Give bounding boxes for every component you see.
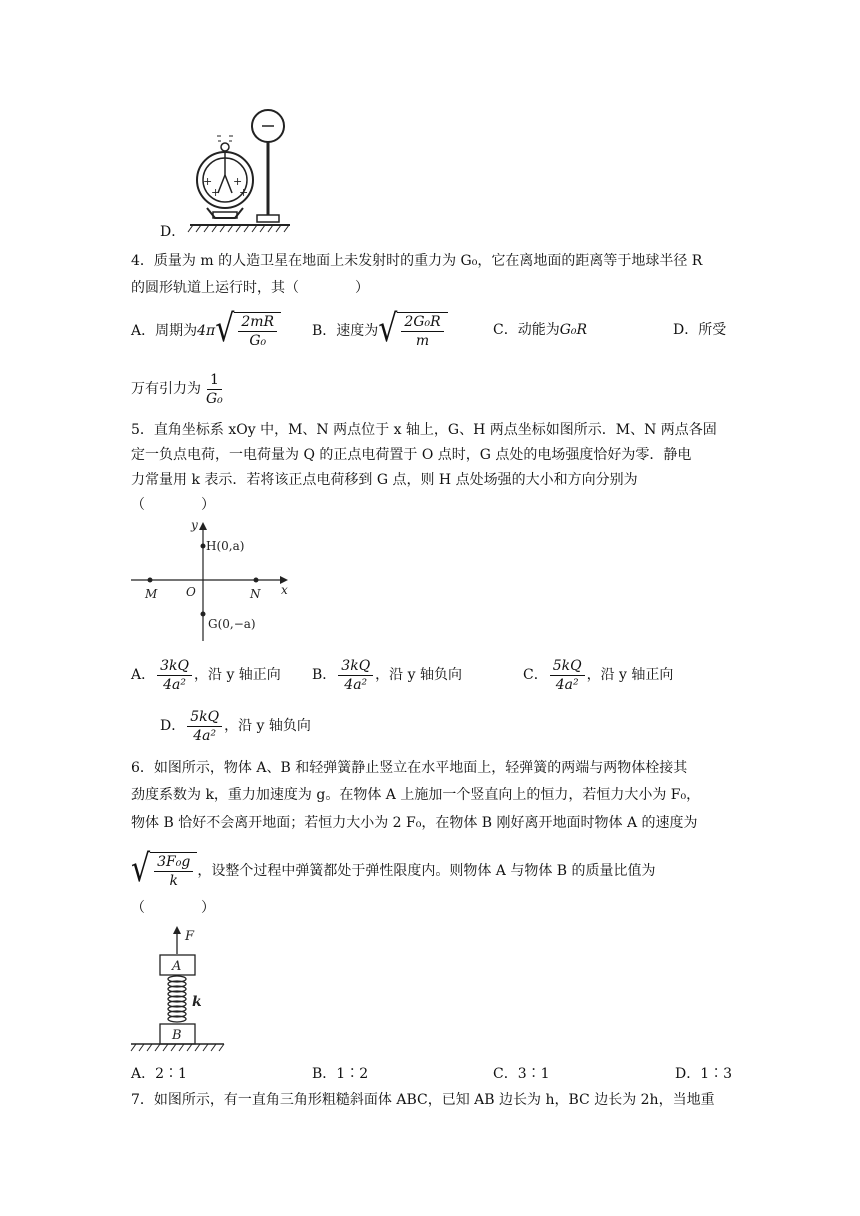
q4-option-a-prefix: A．周期为 [131,323,198,339]
q4-option-d-num: 1 [207,371,222,390]
fig-f-label: F [185,929,195,944]
electroscope-figure [185,100,295,235]
q6-sqrt-den: k [169,873,178,889]
svg-text:+: + [239,186,249,199]
q5-option-d-num: 5kQ [187,708,222,727]
q5-option-a-num: 3kQ [157,657,192,676]
q4-option-a-sqrt: √ $\frac{2mR}{\text{G₀}}$ [215,312,281,350]
q5-option-a-label: A． [131,667,156,683]
fig-b-label: B [172,1028,182,1043]
q5-option-d[interactable] [160,703,311,749]
q4-option-a-den: G₀ [249,333,267,349]
q5-option-c-den: 4a² [555,676,579,693]
q4-option-d-cont-text: 万有引力为 [131,381,201,397]
q6-stem-line1: 6．如图所示，物体 A、B 和轻弹簧静止竖立在水平地面上，轻弹簧的两端与两物体栓接其 [131,760,688,776]
q6-option-c[interactable]: C．3∶1 [493,1066,550,1082]
fig-a-label: A [172,959,182,974]
q6-option-b[interactable]: B．1∶2 [312,1066,369,1082]
q4-option-c-prefix: C．动能为 [493,322,560,338]
svg-text:+: + [211,186,221,199]
fig-n-label: N [250,587,261,601]
fig-y-label: y [191,518,198,532]
coordinate-figure [128,516,298,646]
q6-option-a[interactable]: A．2∶1 [131,1066,187,1082]
q5-stem-line3: 力常量用 k 表示．若将该正点电荷移到 G 点，则 H 点处场强的大小和方向分别为 [131,472,638,488]
q6-velocity-sqrt: √ $\frac{\text{3F₀g}}{k}$ [131,852,197,890]
q4-option-b-num: 2G₀R [401,313,443,332]
q4-option-d-den: G₀ [206,390,223,407]
q5-option-c-dir: ，沿 y 轴正向 [586,667,674,683]
q6-stem-line2: 劲度系数为 k，重力加速度为 g。在物体 A 上施加一个竖直向上的恒力，若恒力大小为 F₀， [131,787,701,803]
q5-option-d-label: D． [160,718,186,734]
svg-text:+: + [203,175,213,188]
q5-option-c-label: C． [523,667,548,683]
q5-option-a-dir: ，沿 y 轴正向 [194,667,281,683]
q4-option-a[interactable] [131,306,281,356]
q4-option-b-den: m [415,333,430,349]
fig-x-label: x [281,583,288,597]
q7-stem-line1: 7．如图所示，有一直角三角形粗糙斜面体 ABC，已知 AB 边长为 h，BC 边长为 2h，当地重 [131,1092,715,1108]
q4-option-c[interactable] [493,320,587,340]
q5-option-b-num: 3kQ [338,657,373,676]
q4-option-d-cont [131,366,228,412]
fig-h-label: H(0,a) [206,539,245,553]
fig-g-label: G(0,−a) [208,617,256,631]
svg-text:+: + [233,175,243,188]
q6-stem-line4-text: ，设整个过程中弹簧都处于弹性限度内。则物体 A 与物体 B 的质量比值为 [197,863,656,879]
q4-stem-line2: 的圆形轨道上运行时，其（ ） [131,280,369,296]
q5-stem-line4: （ ） [131,497,215,513]
q3-option-d-label[interactable]: D． [160,224,186,240]
q5-option-b-label: B． [312,667,337,683]
q5-option-a-den: 4a² [163,676,186,693]
q5-option-b-den: 4a² [344,676,368,693]
q4-option-b-prefix: B．速度为 [312,323,379,339]
fig-m-label: M [145,587,158,601]
q4-option-b-sqrt: √ $\frac{\text{2G₀R}}{m}$ [378,312,447,350]
q5-stem-line1: 5．直角坐标系 xOy 中，M、N 两点位于 x 轴上，G、H 两点坐标如图所示．M、N 两点各固 [131,422,717,438]
q4-option-b[interactable] [312,306,448,356]
q5-option-a[interactable] [131,652,281,698]
q4-stem-line1: 4．质量为 m 的人造卫星在地面上未发射时的重力为 G₀，它在离地面的距离等于地球半径 R [131,253,703,269]
q6-stem-line3: 物体 B 恰好不会离开地面；若恒力大小为 2 F₀，在物体 B 刚好离开地面时物体 A 的速度为 [131,815,698,831]
q5-option-d-den: 4a² [193,727,217,744]
spring-blocks-figure [128,922,228,1054]
q5-stem-line2: 定一负点电荷，一电荷量为 Q 的正点电荷置于 O 点时，G 点处的电场强度恰好为零．静电 [131,447,692,463]
q5-option-b[interactable] [312,652,462,698]
q5-option-c-num: 5kQ [550,657,585,676]
q5-option-d-dir: ，沿 y 轴负向 [224,718,311,734]
q4-option-a-num: 2mR [238,313,277,332]
q4-option-a-coef: 4π [197,323,216,339]
q4-option-c-expr: G₀R [559,322,588,338]
q6-option-d[interactable]: D．1∶3 [675,1066,733,1082]
fig-k-label: k [192,994,202,1010]
q6-stem-line4 [131,846,656,896]
q5-option-c[interactable] [523,652,673,698]
q6-sqrt-num: 3F₀g [154,853,193,872]
q4-option-d[interactable]: D．所受 [673,322,727,338]
q5-option-b-dir: ，沿 y 轴负向 [375,667,462,683]
q6-stem-line5: （ ） [131,900,215,916]
fig-o-label: O [186,585,196,599]
